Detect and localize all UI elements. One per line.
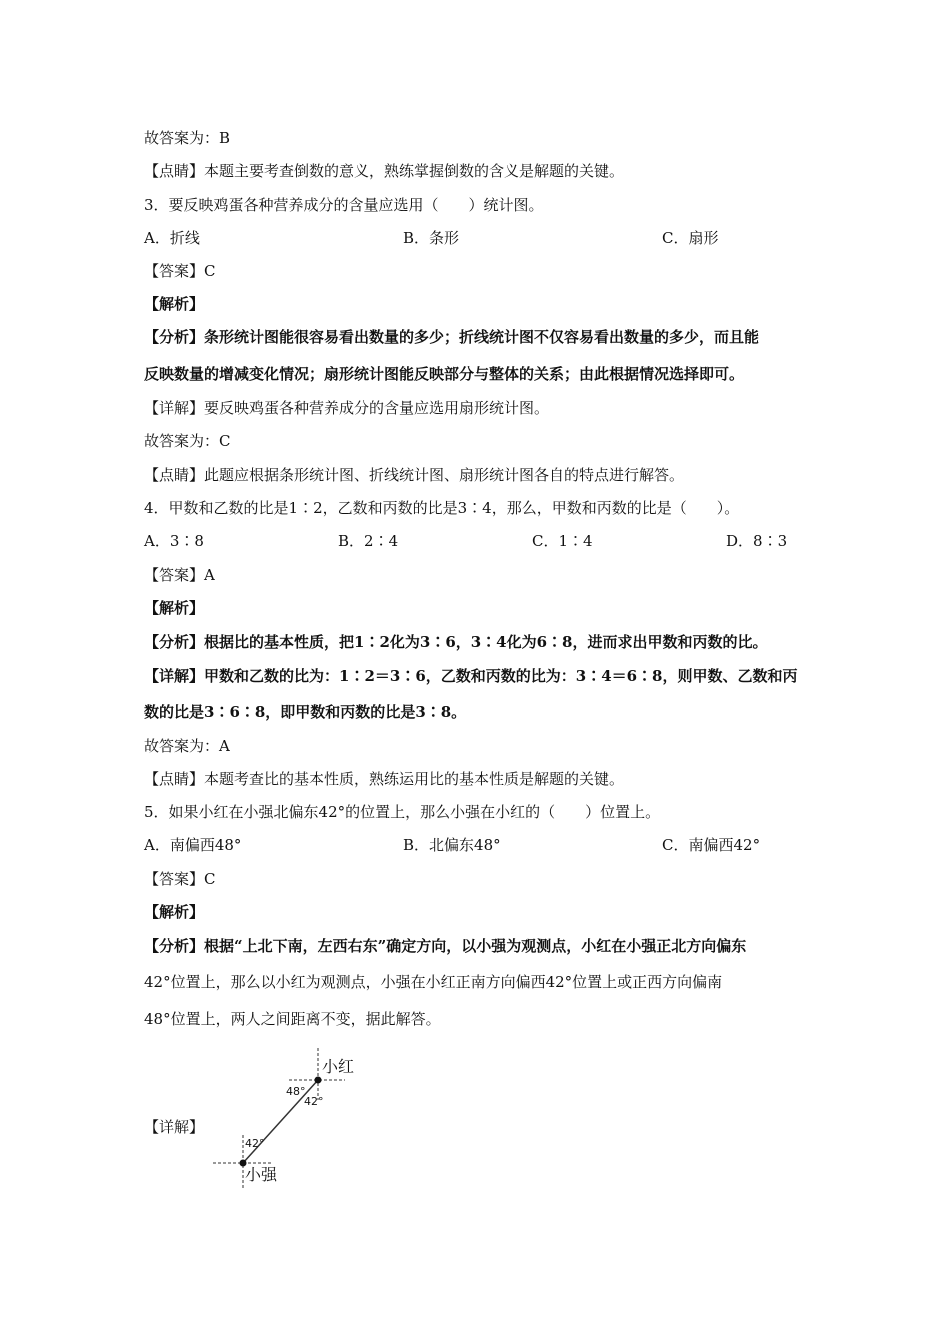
- point-xiaohong: [315, 1077, 322, 1084]
- q4-analysis-heading: 【解析】: [144, 599, 205, 617]
- q4-analysis: 【分析】根据比的基本性质，把1∶2化为3∶6，3∶4化为6∶8，进而求出甲数和丙数的比。: [144, 633, 768, 651]
- q4-question: 4．甲数和乙数的比是1∶2，乙数和丙数的比是3∶4，那么，甲数和丙数的比是（ ）。: [144, 499, 740, 517]
- direction-diagram: [205, 1040, 375, 1190]
- label-xiaoqiang: 小强: [245, 1165, 278, 1184]
- q3-analysis-line1: 【分析】条形统计图能很容易看出数量的多少；折线统计图不仅容易看出数量的多少，而且能: [144, 328, 760, 346]
- q5-question: 5．如果小红在小强北偏东42°的位置上，那么小强在小红的（ ）位置上。: [144, 803, 661, 821]
- q5-option-b: B．北偏东48°: [403, 836, 501, 854]
- angle-42-top-label: 42°: [304, 1095, 324, 1108]
- q4-option-a: A．3∶8: [144, 532, 204, 550]
- angle-48-label: 48°: [286, 1085, 306, 1098]
- q5-analysis-line3: 48°位置上，两人之间距离不变，据此解答。: [144, 1010, 441, 1028]
- q3-analysis-line2: 反映数量的增减变化情况；扇形统计图能反映部分与整体的关系；由此根据情况选择即可。: [144, 365, 745, 383]
- q2-conclusion: 故答案为：B: [144, 129, 231, 147]
- q5-answer: 【答案】C: [144, 870, 216, 888]
- label-xiaohong: 小红: [322, 1057, 355, 1076]
- q4-option-b: B．2∶4: [338, 532, 399, 550]
- q4-comment: 【点睛】本题考查比的基本性质，熟练运用比的基本性质是解题的关键。: [144, 770, 625, 788]
- q5-option-c: C．南偏西42°: [662, 836, 761, 854]
- q3-analysis-heading: 【解析】: [144, 295, 205, 313]
- q5-analysis-heading: 【解析】: [144, 903, 205, 921]
- q5-detail-label: 【详解】: [144, 1118, 205, 1136]
- q5-option-a: A．南偏西48°: [144, 836, 242, 854]
- q4-detail-line1: 【详解】甲数和乙数的比为：1∶2＝3∶6，乙数和丙数的比为：3∶4＝6∶8，则甲数、乙数和丙: [144, 667, 798, 685]
- q4-conclusion: 故答案为：A: [144, 737, 230, 755]
- q3-option-b: B．条形: [403, 229, 460, 247]
- q3-comment: 【点睛】此题应根据条形统计图、折线统计图、扇形统计图各自的特点进行解答。: [144, 466, 685, 484]
- angle-42-bottom-label: 42°: [245, 1137, 265, 1150]
- q2-comment: 【点睛】本题主要考查倒数的意义，熟练掌握倒数的含义是解题的关键。: [144, 162, 625, 180]
- q5-analysis-line2: 42°位置上，那么以小红为观测点，小强在小红正南方向偏西42°位置上或正西方向偏南: [144, 973, 723, 991]
- q5-analysis-line1: 【分析】根据“上北下南，左西右东”确定方向，以小强为观测点，小红在小强正北方向偏东: [144, 937, 747, 955]
- q3-question: 3．要反映鸡蛋各种营养成分的含量应选用（ ）统计图。: [144, 196, 544, 214]
- q4-answer: 【答案】A: [144, 566, 215, 584]
- q3-option-c: C．扇形: [662, 229, 719, 247]
- q3-answer: 【答案】C: [144, 262, 216, 280]
- q4-option-c: C．1∶4: [532, 532, 593, 550]
- q4-detail-line2: 数的比是3∶6∶8，即甲数和丙数的比是3∶8。: [144, 703, 467, 721]
- q3-detail: 【详解】要反映鸡蛋各种营养成分的含量应选用扇形统计图。: [144, 399, 550, 417]
- connecting-line: [243, 1080, 318, 1163]
- q4-option-d: D．8∶3: [726, 532, 788, 550]
- q3-option-a: A．折线: [144, 229, 200, 247]
- q3-conclusion: 故答案为：C: [144, 432, 231, 450]
